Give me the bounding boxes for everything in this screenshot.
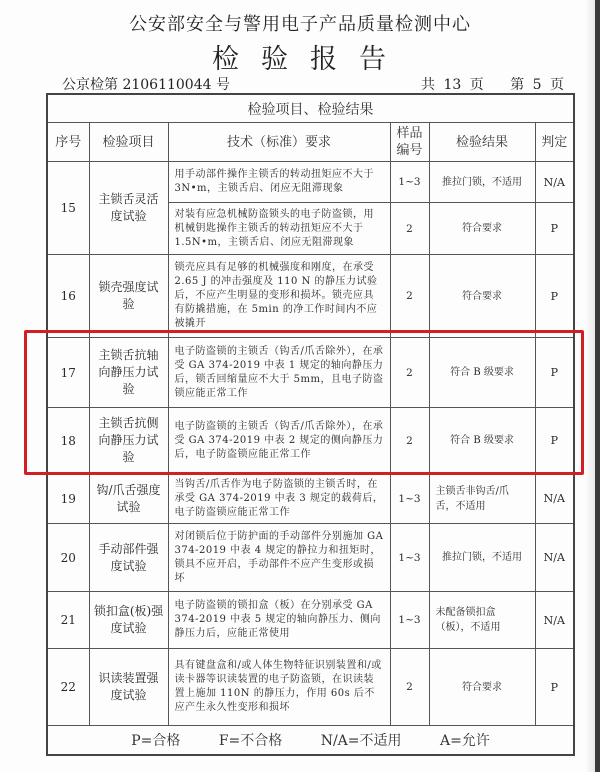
row-requirement: 当钩舌/爪舌作为电子防盗锁的主锁舌时，在承受 GA 374-2019 中表 3 规定的载荷后，电子防盗锁应能正常工作	[168, 474, 390, 524]
row-sample: 2	[390, 338, 429, 408]
row-result: 符合 B 级要求	[429, 408, 535, 474]
col-header-seq: 序号	[47, 123, 89, 162]
row-result: 未配备锁扣盒（板），不适用	[429, 592, 535, 649]
legend	[47, 726, 574, 756]
organization-name: 公安部安全与警用电子产品质量检测中心	[129, 14, 471, 35]
row-result: 主锁舌非钩舌/爪舌，不适用	[429, 474, 535, 524]
row-requirement: 电子防盗锁的主锁舌（钩舌/爪舌除外），在承受 GA 374-2019 中表 2 规定的侧向静压力后，电子防盗锁应能正常工作	[168, 408, 390, 474]
row-requirement: 对装有应急机械防盗锁头的电子防盗锁，用机械钥匙操作主锁舌的转动扭矩应不大于 1.5N•m，主锁舌启、闭应无阻滞现象	[168, 203, 390, 255]
row-item: 识读装置强度试验	[89, 649, 168, 726]
page-edge-shadow	[585, 0, 595, 772]
row-result: 推拉门锁，不适用	[429, 162, 535, 203]
page-info	[403, 74, 564, 94]
row-item: 锁壳强度试验	[89, 255, 168, 338]
row-requirement: 锁壳应具有足够的机械强度和刚度，在承受 2.65 J 的冲击强度及 110 N 的静压力试验后，不应产生明显的变形和损坏。锁壳应具有防撬措施，在 5min 的净工作时间内不应被撬开	[168, 255, 390, 338]
row-requirement: 具有键盘盒和/或人体生物特征识别装置和/或读卡器等识读装置的电子防盗锁，在识读装置上施加 110N 的静压力，作用 60s 后不应产生永久性变形和损坏	[168, 649, 390, 726]
row-sample: 2	[390, 255, 429, 338]
row-result: 推拉门锁，不适用	[429, 524, 535, 592]
col-header-judgment: 判定	[535, 123, 574, 162]
row-judgment: P	[535, 203, 574, 255]
row-judgment: P	[535, 408, 574, 474]
row-requirement: 用手动部件操作主锁舌的转动扭矩应不大于 3N•m，主锁舌启、闭应无阻滞现象	[168, 162, 390, 203]
row-result: 符合要求	[429, 649, 535, 726]
row-item: 主锁舌灵活度试验	[89, 162, 168, 255]
table-row	[47, 649, 574, 726]
row-sample: 2	[390, 203, 429, 255]
row-item: 手动部件强度试验	[89, 524, 168, 592]
row-judgment: P	[535, 649, 574, 726]
row-judgment: N/A	[535, 524, 574, 592]
row-judgment: N/A	[535, 162, 574, 203]
report-number: 公京检第 2106110044 号	[62, 77, 230, 93]
row-item: 主锁舌抗侧向静压力试验	[89, 408, 168, 474]
row-item: 锁扣盒(板)强度试验	[89, 592, 168, 649]
row-seq: 15	[47, 162, 89, 255]
row-requirement: 电子防盗锁的锁扣盒（板）在分别承受 GA 374-2019 中表 5 规定的轴向静压力、侧向静压力后，应能正常使用	[168, 592, 390, 649]
row-sample: 1~3	[390, 474, 429, 524]
highlight-annotation-box	[24, 330, 584, 475]
current-page: 第 5 页	[510, 77, 564, 93]
row-seq: 18	[47, 408, 89, 474]
row-sample: 1~3	[390, 592, 429, 649]
table-row	[47, 524, 574, 592]
table-row	[47, 474, 574, 524]
row-sample: 2	[390, 649, 429, 726]
table-header-row	[47, 123, 574, 162]
report-title: 检验报告	[212, 44, 408, 75]
legend-allow: A=允许	[439, 733, 490, 749]
row-seq: 22	[47, 649, 89, 726]
table-row	[47, 255, 574, 338]
row-sample: 1~3	[390, 162, 429, 203]
table-row	[47, 592, 574, 649]
legend-pass: P=合格	[131, 733, 181, 749]
legend-na: N/A=不适用	[320, 733, 402, 749]
row-sample: 1~3	[390, 524, 429, 592]
row-judgment: P	[535, 255, 574, 338]
row-seq: 16	[47, 255, 89, 338]
row-result: 符合要求	[429, 255, 535, 338]
col-header-requirement: 技术（标准）要求	[168, 123, 390, 162]
row-item: 主锁舌抗轴向静压力试验	[89, 338, 168, 408]
row-requirement: 电子防盗锁的主锁舌（钩舌/爪舌除外），在承受 GA 374-2019 中表 1 规定的轴向静压力后，锁舌回缩量应不大于 5mm，且电子防盗锁应能正常工作	[168, 338, 390, 408]
row-result: 符合要求	[429, 203, 535, 255]
legend-row	[47, 726, 574, 756]
row-judgment: N/A	[535, 592, 574, 649]
col-header-sample: 样品编号	[390, 123, 429, 162]
table-row	[47, 162, 574, 203]
row-judgment: P	[535, 338, 574, 408]
row-result: 符合 B 级要求	[429, 338, 535, 408]
total-pages: 共 13 页	[421, 77, 484, 93]
col-header-item: 检验项目	[89, 123, 168, 162]
row-requirement: 对闭锁后位于防护面的手动部件分别施加 GA 374-2019 中表 4 规定的静拉力和扭矩时，锁具不应开启，手动部件不应产生变形或损坏	[168, 524, 390, 592]
table-caption: 检验项目、检验结果	[47, 94, 574, 123]
row-seq: 17	[47, 338, 89, 408]
row-item: 钩/爪舌强度试验	[89, 474, 168, 524]
row-seq: 20	[47, 524, 89, 592]
row-seq: 19	[47, 474, 89, 524]
col-header-result: 检验结果	[429, 123, 535, 162]
page-edge	[595, 0, 600, 772]
row-judgment: N/A	[535, 474, 574, 524]
row-seq: 21	[47, 592, 89, 649]
legend-fail: F=不合格	[218, 733, 283, 749]
row-sample: 2	[390, 408, 429, 474]
